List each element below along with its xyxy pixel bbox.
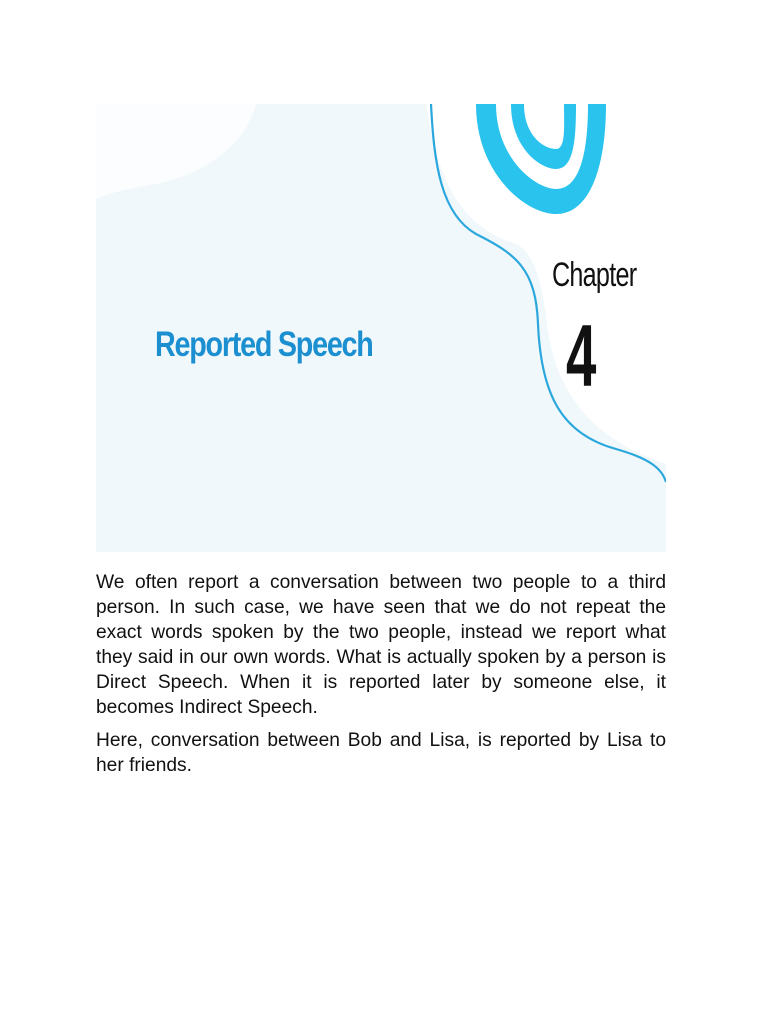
paragraph: We often report a conversation between two people to a third person. In such case, we have seen that we do not repeat the exact words spoken by the two people, instead we report what they said in our own words. What is actually spoken by a person is Direct Speech. When it is reported later by someone else, it becomes Indirect Speech. (96, 572, 666, 718)
chapter-banner (96, 104, 666, 552)
chapter-number: 4 (566, 306, 597, 405)
concentric-rings (476, 104, 606, 214)
paragraph: Here, conversation between Bob and Lisa, is reported by Lisa to her friends. (96, 730, 666, 776)
chapter-label: Chapter (552, 256, 637, 294)
body-text (96, 570, 666, 786)
chapter-title: Reported Speech (155, 325, 373, 364)
